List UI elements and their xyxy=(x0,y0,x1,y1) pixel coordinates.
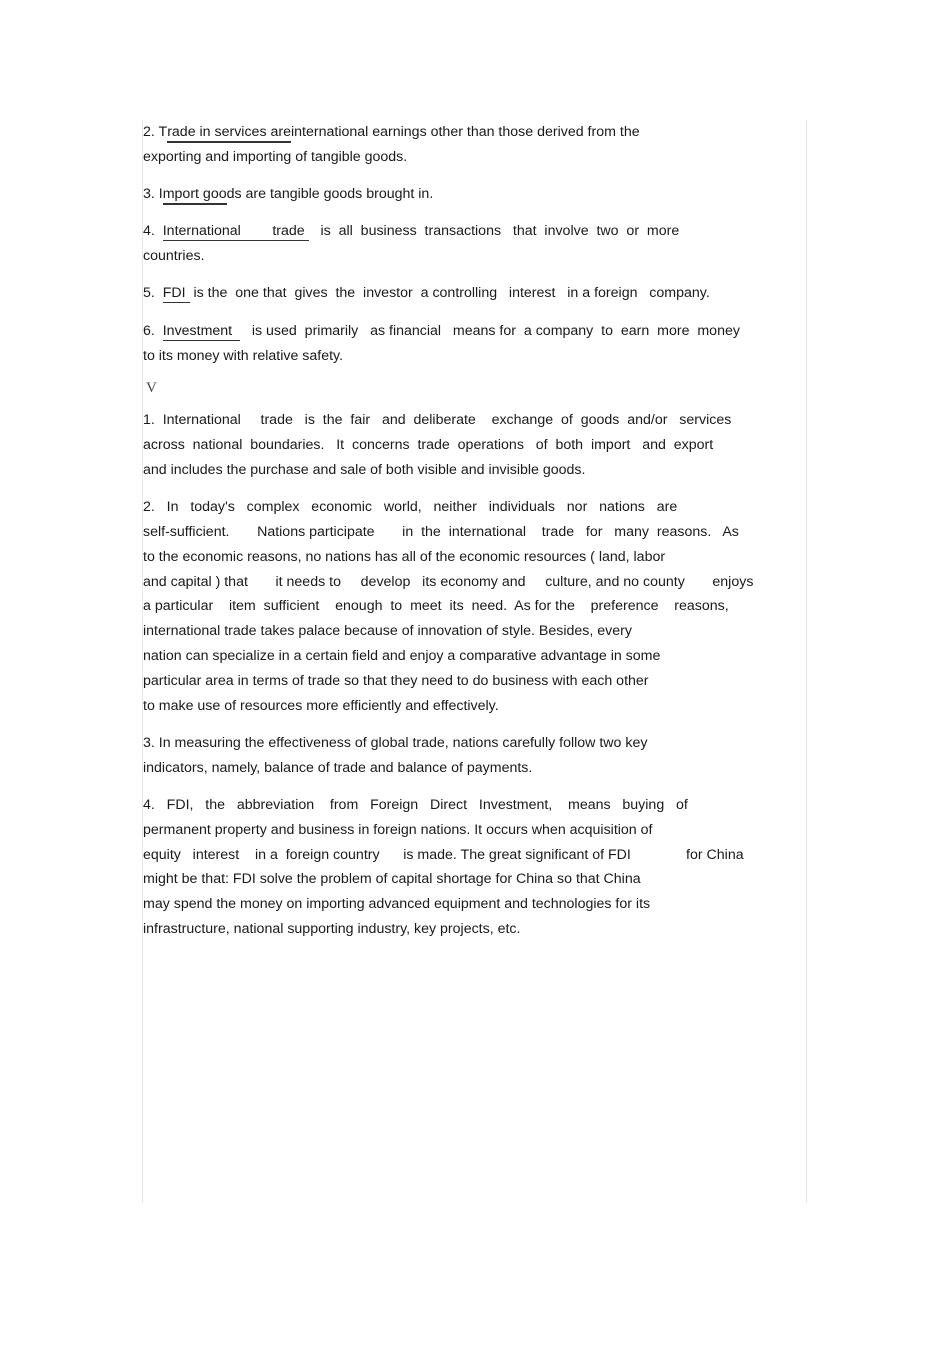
roman-numeral: V xyxy=(146,380,157,397)
item-text: is the one that gives the investor a controlling interest in a foreign company. xyxy=(193,285,710,302)
item-number: 3. I xyxy=(143,186,163,203)
paragraph-2-line: 2. In today's complex economic world, neither individuals nor nations are xyxy=(143,499,678,516)
paragraph-2-line: particular area in terms of trade so that they need to do business with each other xyxy=(143,672,649,689)
item-text: ds are tangible goods brought in. xyxy=(226,186,434,203)
paragraph-2-line: to make use of resources more efficiently and effectively. xyxy=(143,697,499,714)
answer-blank: International trade xyxy=(162,223,309,240)
item-5-line-1 xyxy=(143,281,805,306)
document-body xyxy=(143,120,805,942)
paragraph-2-line: a particular item sufficient enough to meet its need. As for the preference reasons, xyxy=(143,598,729,615)
item-number: 4. xyxy=(143,223,155,240)
paragraph-4-line: might be that: FDI solve the problem of capital shortage for China so that China xyxy=(143,871,641,888)
paragraph-1-line: and includes the purchase and sale of both visible and invisible goods. xyxy=(143,461,586,478)
item-number: 5. xyxy=(143,285,155,302)
paragraph-1-line: across national boundaries. It concerns trade operations of both import and export xyxy=(143,437,714,454)
paragraph-3-line: 3. In measuring the effectiveness of global trade, nations carefully follow two key xyxy=(143,734,648,751)
paragraph-2-line: international trade takes palace because of innovation of style. Besides, every xyxy=(143,623,632,640)
answer-blank: rade in services are xyxy=(167,124,291,143)
item-number: 2. T xyxy=(143,124,168,140)
item-2-line-1 xyxy=(143,120,805,145)
paragraph-4-line: infrastructure, national supporting industry, key projects, etc. xyxy=(143,921,521,938)
item-6-line-1 xyxy=(143,319,805,344)
paragraph-2-line: and capital ) that it needs to develop its economy and culture, and no county enjoys xyxy=(143,573,754,590)
item-6-line-2: to its money with relative safety. xyxy=(143,347,344,364)
paragraph-2-line: to the economic reasons, no nations has all of the economic resources ( land, labor xyxy=(143,548,666,565)
item-2-line-2: exporting and importing of tangible goods. xyxy=(143,148,408,165)
paragraph-4-line: 4. FDI, the abbreviation from Foreign Direct Investment, means buying of xyxy=(143,797,688,814)
paragraph-3-line: indicators, namely, balance of trade and balance of payments. xyxy=(143,759,533,776)
page-border-right xyxy=(806,120,807,1203)
answer-blank: Investment xyxy=(162,322,241,339)
section-heading xyxy=(143,368,805,408)
item-3-line-1 xyxy=(143,182,805,207)
answer-blank: FDI xyxy=(162,285,190,302)
paragraph-4-line: may spend the money on importing advanced equipment and technologies for its xyxy=(143,896,651,913)
paragraph-4-line: equity interest in a foreign country is made. The great significant of FDI for China xyxy=(143,846,744,863)
answer-blank: mport goo xyxy=(163,186,227,205)
paragraph-2-line: self-sufficient. Nations participate in the international trade for many reasons. As xyxy=(143,524,739,541)
paragraph-2-line: nation can specialize in a certain field and enjoy a comparative advantage in some xyxy=(143,648,661,665)
item-4-line-2: countries. xyxy=(143,248,205,265)
item-text: is all business transactions that involve two or more xyxy=(320,223,680,240)
item-text: is used primarily as financial means for a company to earn more money xyxy=(251,322,740,339)
paragraph-1-line: 1. International trade is the fair and deliberate exchange of goods and/or services xyxy=(143,412,732,429)
item-4-line-1 xyxy=(143,219,805,244)
paragraph-4-line: permanent property and business in foreign nations. It occurs when acquisition of xyxy=(143,821,653,838)
item-text: international earnings other than those derived from the xyxy=(291,124,640,140)
item-number: 6. xyxy=(143,322,155,339)
